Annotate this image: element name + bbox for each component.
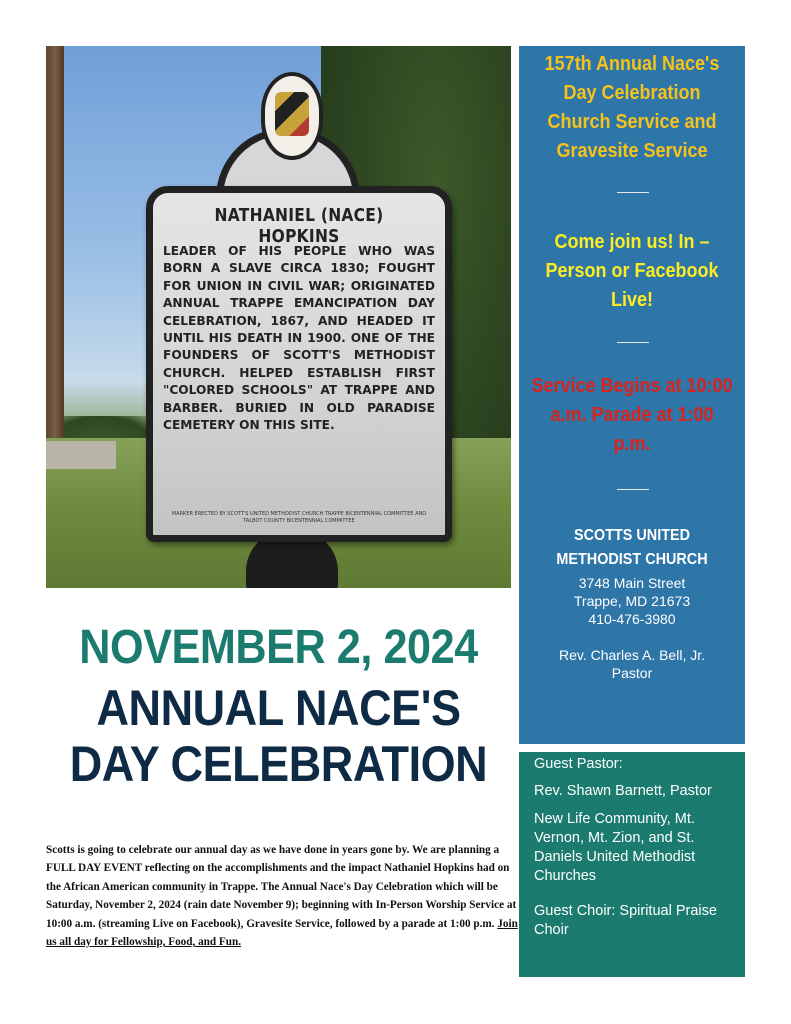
- service-times: Service Begins at 10:00 a.m. Parade at 1:00 p.m.: [531, 375, 733, 455]
- description-closing: Join us all day for Fellowship, Food, and Fun.: [46, 917, 518, 949]
- event-info-panel: [519, 46, 745, 744]
- church-address: [519, 574, 745, 628]
- guest-churches: New Life Community, Mt. Vernon, Mt. Zion, and St. Daniels United Methodist Churches: [534, 811, 696, 884]
- divider: [617, 342, 649, 343]
- address-city: Trappe, MD 21673: [573, 593, 691, 609]
- divider: [617, 489, 649, 490]
- join-invitation: Come join us! In – Person or Facebook Live!: [545, 231, 719, 311]
- utility-pole: [46, 46, 64, 466]
- guest-pastor-name: Rev. Shawn Barnett, Pastor: [534, 783, 712, 799]
- address-street: 3748 Main Street: [578, 575, 686, 591]
- event-headline: ANNUAL NACE'S DAY CELEBRATION: [69, 680, 488, 792]
- pastor-title: Pastor: [611, 665, 653, 681]
- road: [46, 441, 116, 469]
- church-phone: 410-476-3980: [588, 611, 676, 627]
- sign-title: NATHANIEL (NACE) HOPKINS: [214, 205, 384, 247]
- description-body: Scotts is going to celebrate our annual day as we have done in years gone by. We are planning a FULL DAY EVENT reflecting on the accomplishments and the impact Nathaniel Hopkins had on the African American community in Trappe. The Annual Nace's Day Celebration which will be Saturday, November 2, 2024 (rain date November 9); beginning with In-Person Worship Service at 10:00 a.m. (streaming Live on Facebook), Gravesite Service, followed by a parade at 1:00 p.m.: [46, 844, 517, 930]
- guest-pastor-label: Guest Pastor:: [534, 756, 623, 772]
- divider: [617, 192, 649, 193]
- church-pastor: [519, 646, 745, 682]
- sign-text: LEADER OF HIS PEOPLE WHO WAS BORN A SLAVE CIRCA 1830; FOUGHT FOR UNION IN CIVIL WAR; ORIGINATED ANNUAL TRAPPE EMANCIPATION DAY CELEBRATION, 1867, AND HEADED IT UNTIL HIS DEATH IN 1900. ONE OF THE FOUNDERS OF SCOTT'S METHODIST CHURCH. HELPED ESTABLISH FIRST "COLORED SCHOOLS" AT TRAPPE AND BARBER. BURIED IN OLD PARADISE CEMETERY ON THIS SITE.: [163, 244, 435, 433]
- historical-marker-sign: [146, 186, 452, 542]
- marker-photo: [46, 46, 511, 588]
- pastor-name: Rev. Charles A. Bell, Jr.: [558, 647, 705, 663]
- church-name: SCOTTS UNITED METHODIST CHURCH: [556, 527, 708, 568]
- guest-choir: Guest Choir: Spiritual Praise Choir: [534, 903, 717, 938]
- event-title: 157th Annual Nace's Day Celebration Church Service and Gravesite Service: [544, 53, 720, 162]
- event-description: [46, 841, 518, 951]
- event-date: NOVEMBER 2, 2024: [79, 621, 478, 674]
- sign-credit: MARKER ERECTED BY SCOTT'S UNITED METHODIST CHURCH TRAPPE BICENTENNIAL COMMITTEE AND TALBOT COUNTY BICENTENNIAL COMMITTEE: [171, 511, 427, 524]
- maryland-seal-icon: [261, 72, 323, 160]
- guest-panel: [519, 752, 745, 977]
